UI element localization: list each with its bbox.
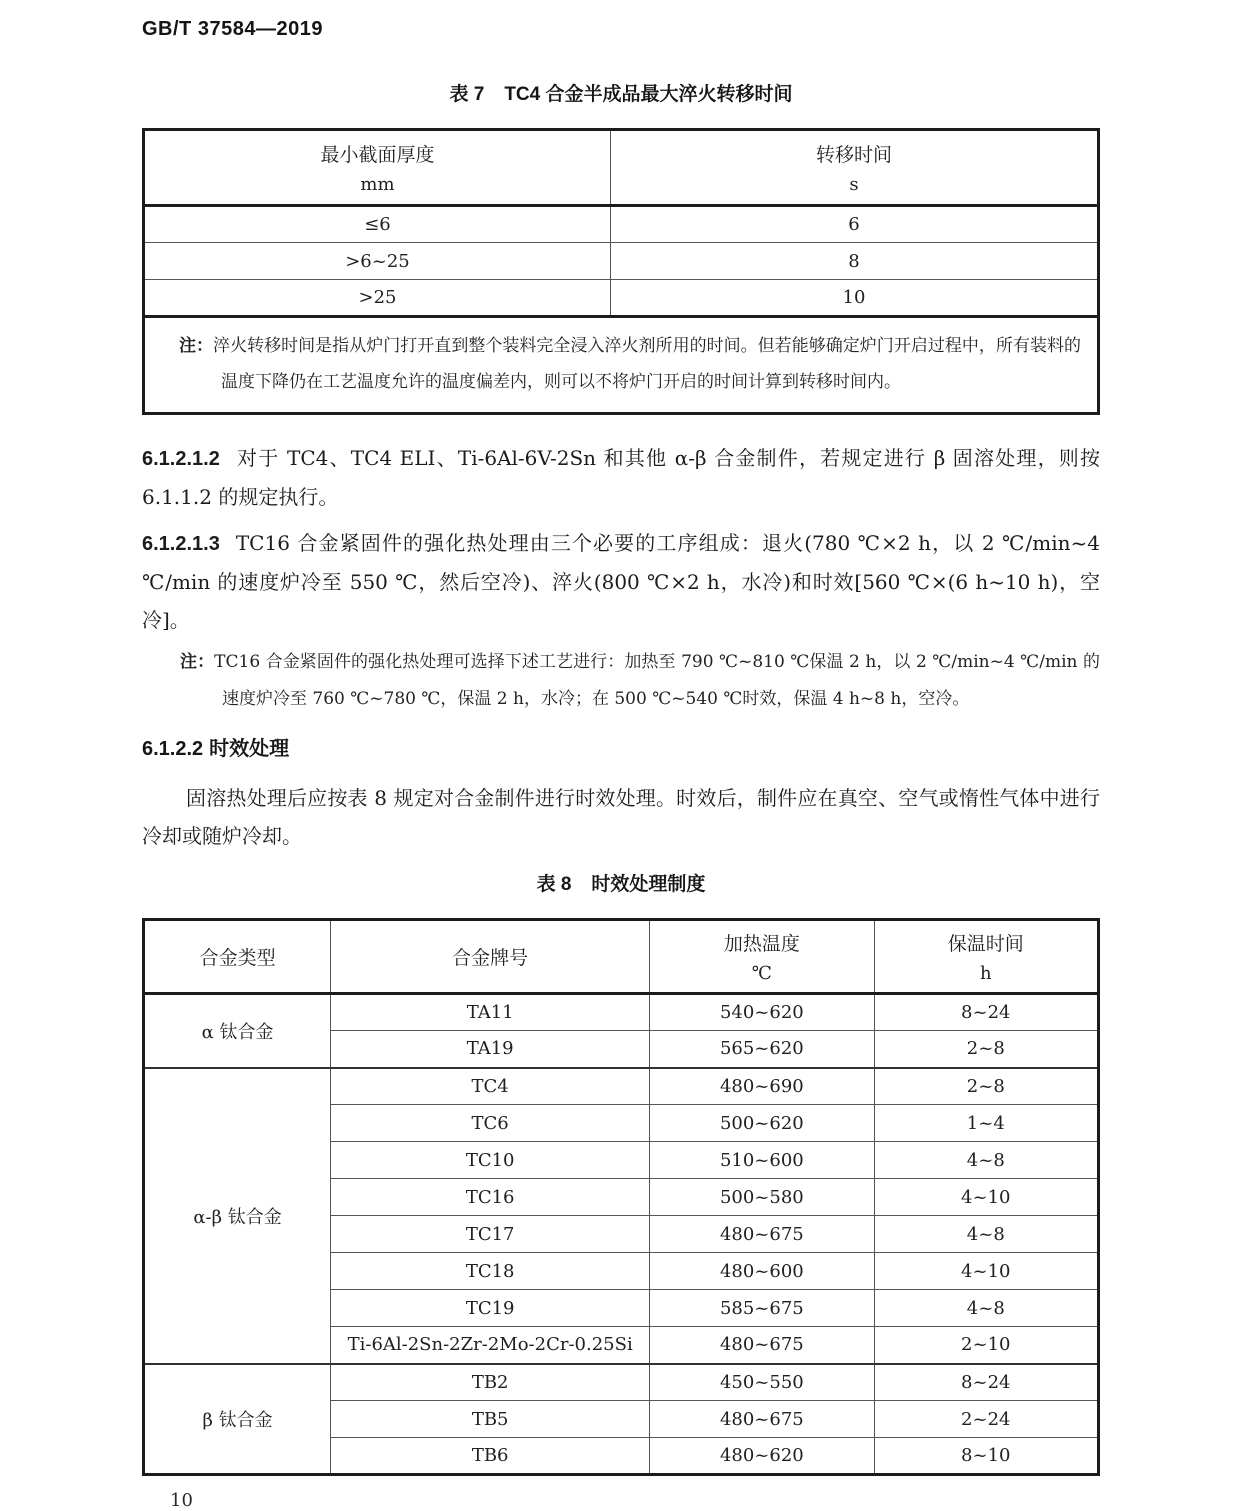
table7-thickness-cell: >6~25 [144,243,611,280]
paragraph-6-1-2-1-2 [142,439,1100,516]
table8-col2-header [331,920,650,994]
table7-col1-name: 最小截面厚度 [320,144,435,166]
table8-time-cell: 8~24 [874,1364,1098,1401]
table8-temp-cell: 585~675 [650,1290,874,1327]
table7-title [142,79,1100,106]
table7-col1-header [144,130,611,206]
table7-note-row [144,317,1099,414]
table8-time-cell: 2~8 [874,1031,1098,1068]
table7-thickness-cell: ≤6 [144,206,611,243]
table8-grade-cell: TB5 [331,1401,650,1438]
table8-col4-name: 保温时间 [947,933,1024,955]
section-text: 对于 TC4、TC4 ELI、Ti-6Al-6V-2Sn 和其他 α-β 合金制件，若规定进行 β 固溶处理，则按 6.1.1.2 的规定执行。 [142,446,1100,509]
table7-note-cell [144,317,1099,414]
table8-col3-unit: ℃ [751,963,772,984]
table7-col2-name: 转移时间 [815,144,892,166]
table7-col1-unit: mm [360,174,395,195]
table8-label: 表 8 [536,874,572,895]
note-6-1-2-1-3 [180,643,1100,718]
table7-time-cell: 10 [610,280,1098,317]
table8-col4-unit: h [979,963,992,984]
table8-temp-cell: 480~675 [650,1401,874,1438]
table8-grade-cell: TC10 [331,1142,650,1179]
heading-number: 6.1.2.2 [142,738,204,760]
table8-row [144,1364,1099,1401]
table8-temp-cell: 480~620 [650,1438,874,1475]
table7-row [144,243,1099,280]
table8-grade-cell: TC4 [331,1068,650,1105]
table8-grade-cell: TA19 [331,1031,650,1068]
table8-time-cell: 4~8 [874,1290,1098,1327]
table7-row [144,206,1099,243]
table8-temp-cell: 540~620 [650,994,874,1031]
table7-title-text: TC4 合金半成品最大淬火转移时间 [504,84,793,105]
table7-note-text: 淬火转移时间是指从炉门打开直到整个装料完全浸入淬火剂所用的时间。但若能够确定炉门开启过程中，所有装料的温度下降仍在工艺温度允许的温度偏差内，则可以不将炉门开启的时间计算到转移时间内。 [213,336,1082,392]
table8-time-cell: 4~10 [874,1179,1098,1216]
table8-time-cell: 4~10 [874,1253,1098,1290]
note-label: 注： [180,652,215,671]
aging-paragraph: 固溶热处理后应按表 8 规定对合金制件进行时效处理。时效后，制件应在真空、空气或惰性气体中进行冷却或随炉冷却。 [142,786,1100,848]
table8-time-cell: 4~8 [874,1216,1098,1253]
table8-col4-header [874,920,1098,994]
table8-title-text: 时效处理制度 [591,874,706,895]
table8-time-cell: 2~10 [874,1327,1098,1364]
table7-thickness-cell: >25 [144,280,611,317]
table8-header-row [144,920,1099,994]
table8-temp-cell: 480~675 [650,1327,874,1364]
table8-grade-cell: Ti-6Al-2Sn-2Zr-2Mo-2Cr-0.25Si [331,1327,650,1364]
table8-col2-name: 合金牌号 [452,947,529,969]
section-number: 6.1.2.1.3 [142,533,220,555]
heading-title: 时效处理 [209,738,290,760]
table7-row [144,280,1099,317]
page-number: 10 [170,1490,193,1511]
standard-number-header: GB/T 37584—2019 [142,18,323,40]
paragraph-6-1-2-1-3 [142,524,1100,639]
table7-header-row [144,130,1099,206]
table7-note-label: 注： [179,336,214,355]
table8-grade-cell: TC18 [331,1253,650,1290]
table8-alloy-type-cell: β 钛合金 [144,1364,331,1475]
table8-time-cell: 2~24 [874,1401,1098,1438]
table8-temp-cell: 480~600 [650,1253,874,1290]
table8-time-cell: 8~24 [874,994,1098,1031]
table8-temp-cell: 500~580 [650,1179,874,1216]
table8-col3-name: 加热温度 [723,933,800,955]
table8-title [142,869,1100,896]
table7-time-cell: 8 [610,243,1098,280]
table7-note [179,328,1081,400]
table8-grade-cell: TB6 [331,1438,650,1475]
table8-temp-cell: 510~600 [650,1142,874,1179]
section-text: TC16 合金紧固件的强化热处理由三个必要的工序组成：退火(780 ℃×2 h，以 2 ℃/min~4 ℃/min 的速度炉冷至 550 ℃，然后空冷)、淬火(800 ℃×2 h，水冷)和时效[560 ℃×(6 h~10 h)，空冷]。 [142,531,1100,632]
table8-time-cell: 1~4 [874,1105,1098,1142]
table8-alloy-type-cell: α-β 钛合金 [144,1068,331,1364]
table8-col3-header [650,920,874,994]
table8-col1-header [144,920,331,994]
note-text: TC16 合金紧固件的强化热处理可选择下述工艺进行：加热至 790 ℃~810 ℃保温 2 h，以 2 ℃/min~4 ℃/min 的速度炉冷至 760 ℃~780 ℃，保温 2 h，水冷；在 500 ℃~540 ℃时效，保温 4 h~8 h，空冷。 [214,652,1100,709]
heading-6-1-2-2 [142,732,1100,761]
table8-alloy-type-cell: α 钛合金 [144,994,331,1068]
table8-grade-cell: TA11 [331,994,650,1031]
table8-time-cell: 4~8 [874,1142,1098,1179]
table8-temp-cell: 500~620 [650,1105,874,1142]
table8-grade-cell: TC17 [331,1216,650,1253]
table8-col1-name: 合金类型 [199,947,276,969]
table7-col2-unit: s [849,174,859,195]
table8-row [144,1068,1099,1105]
table8-temp-cell: 565~620 [650,1031,874,1068]
table8-grade-cell: TC6 [331,1105,650,1142]
section-number: 6.1.2.1.2 [142,448,220,470]
table8-grade-cell: TB2 [331,1364,650,1401]
table8-temp-cell: 480~675 [650,1216,874,1253]
table8-grade-cell: TC16 [331,1179,650,1216]
table8-temp-cell: 480~690 [650,1068,874,1105]
table8 [142,918,1100,1476]
table8-temp-cell: 450~550 [650,1364,874,1401]
table7-time-cell: 6 [610,206,1098,243]
table8-time-cell: 8~10 [874,1438,1098,1475]
table8-time-cell: 2~8 [874,1068,1098,1105]
table7-col2-header [610,130,1098,206]
table7-label: 表 7 [449,84,485,105]
table7 [142,128,1100,415]
table8-row [144,994,1099,1031]
table8-grade-cell: TC19 [331,1290,650,1327]
